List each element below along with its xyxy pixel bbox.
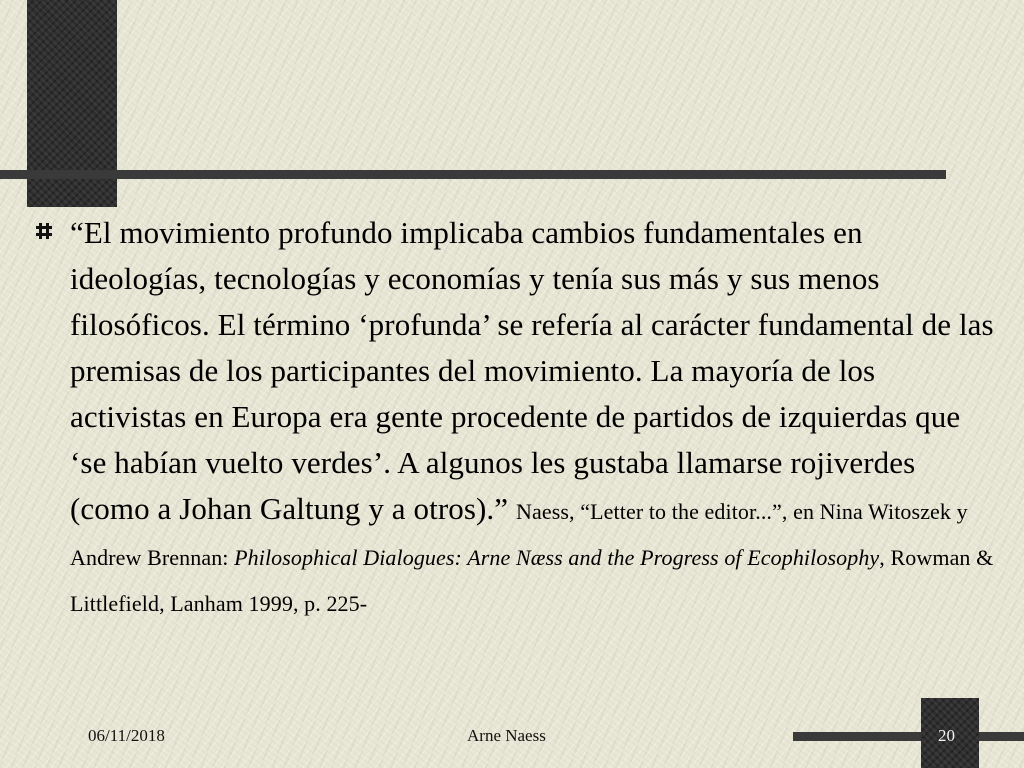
quote-text: “El movimiento profundo implicaba cambios fundamentales en ideologías, tecnologías y economías y tenía sus más y sus menos filosóficos. El término ‘profunda’ se refería al carácter fundamental de las premisas de los participantes del movimiento. La mayoría de los activistas en Europa era gente procedente de partidos de izquierdas que ‘se habían vuelto verdes’. A algunos les gustaba llamarse rojiverdes (como a Johan Galtung y a otros).” (70, 215, 994, 526)
title-divider-rule (0, 170, 946, 179)
footer-date: 06/11/2018 (88, 726, 165, 745)
page-number: 20 (938, 726, 955, 745)
citation-tail: , Rowman & Littlefield, Lanham 1999, p. 225- (70, 545, 994, 616)
footer-divider-rule (793, 732, 1024, 741)
slide-body (35, 210, 995, 624)
quote-paragraph (70, 210, 995, 624)
footer-title: Arne Naess (467, 726, 546, 745)
citation-book-title: Philosophical Dialogues: Arne Næss and the Progress of Ecophilosophy (234, 545, 880, 570)
citation-lead: Naess, “Letter to the editor...”, en Nina Witoszek y Andrew Brennan: (70, 499, 968, 570)
hash-bullet-icon (35, 222, 53, 240)
